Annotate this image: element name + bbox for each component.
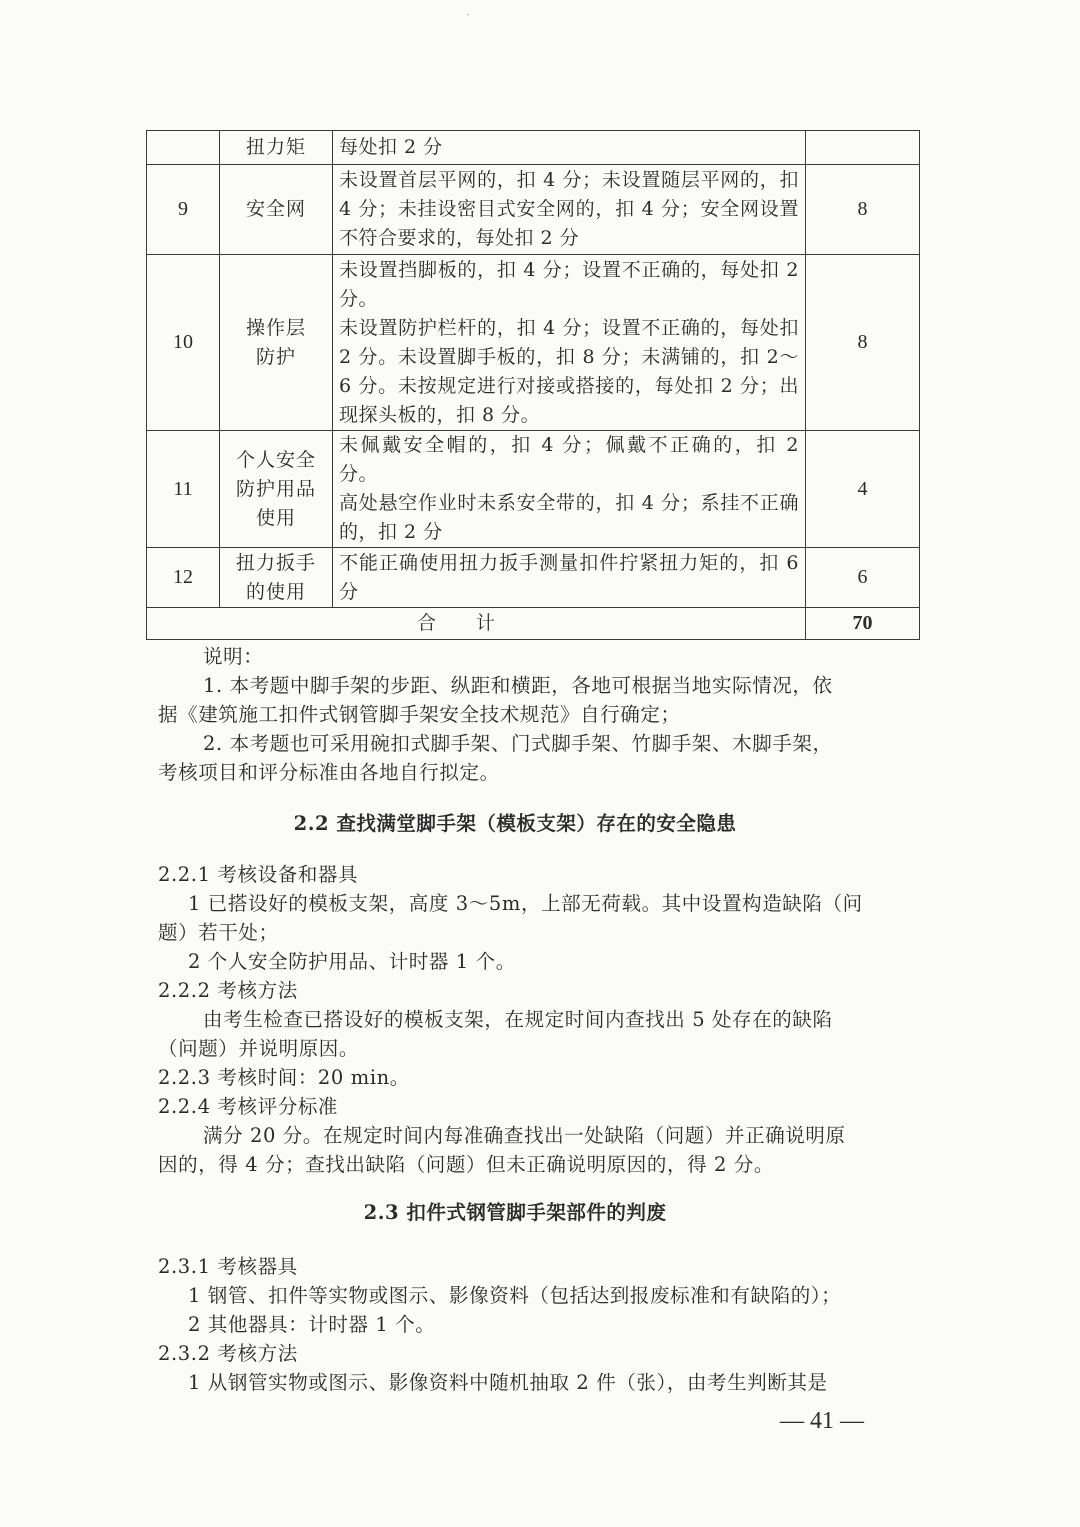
row-score: 4	[806, 431, 920, 548]
s224-title: 2.2.4 考核评分标准	[158, 1095, 339, 1118]
s221-item1-line1: 1 已搭设好的模板支架，高度 3～5m，上部无荷载。其中设置构造缺陷（问	[188, 892, 863, 915]
description-paragraph: 每处扣 2 分	[339, 136, 443, 158]
item-line: 安全网	[245, 198, 306, 220]
row-number: 9	[147, 165, 220, 255]
s222-line1: 由考生检查已搭设好的模板支架，在规定时间内查找出 5 处存在的缺陷	[203, 1008, 833, 1031]
scan-mark: ·	[466, 10, 470, 21]
row-item	[220, 548, 333, 608]
row-score: 6	[806, 548, 920, 608]
item-line: 扭力矩	[245, 136, 306, 158]
row-item	[220, 431, 333, 548]
table-row	[147, 165, 920, 255]
row-score	[806, 131, 920, 165]
s222-line2: （问题）并说明原因。	[158, 1037, 360, 1060]
row-description	[333, 131, 806, 165]
s221-item1-line2: 题）若干处；	[158, 921, 279, 944]
note-2-line-2: 考核项目和评分标准由各地自行拟定。	[158, 761, 500, 784]
s221-title: 2.2.1 考核设备和器具	[158, 863, 359, 886]
notes-title: 说明：	[203, 645, 264, 668]
row-number: 12	[147, 548, 220, 608]
table-row	[147, 431, 920, 548]
item-line: 防护用品	[235, 477, 316, 500]
scoring-table	[146, 130, 920, 640]
row-number: 11	[147, 431, 220, 548]
s232-item1: 1 从钢管实物或图示、影像资料中随机抽取 2 件（张），由考生判断其是	[188, 1371, 828, 1394]
table-total-row	[147, 608, 920, 640]
row-score: 8	[806, 165, 920, 255]
row-number: 10	[147, 255, 220, 431]
row-description	[333, 165, 806, 255]
table-row	[147, 131, 920, 165]
note-2-line-1: 2. 本考题也可采用碗扣式脚手架、门式脚手架、竹脚手架、木脚手架，	[203, 732, 833, 755]
s231-item2: 2 其他器具：计时器 1 个。	[188, 1313, 436, 1336]
item-line: 操作层	[245, 316, 306, 339]
note-1-line-2: 据《建筑施工扣件式钢管脚手架安全技术规范》自行确定；	[158, 703, 681, 726]
s222-title: 2.2.2 考核方法	[158, 979, 298, 1002]
table-row	[147, 548, 920, 608]
total-value: 70	[806, 608, 920, 640]
row-description	[333, 255, 806, 431]
row-number	[147, 131, 220, 165]
item-line: 的使用	[245, 580, 306, 603]
section-2-3-heading: 2.3 扣件式钢管脚手架部件的判废	[363, 1201, 667, 1224]
row-description	[333, 431, 806, 548]
description-paragraph: 未设置防护栏杆的，扣 4 分；设置不正确的，每处扣 2 分。未设置脚手板的，扣 8 分；未满铺的，扣 2～6 分。未按规定进行对接或搭接的，每处扣 2 分；出现探头板的，扣 8 分。	[339, 316, 799, 426]
item-line: 个人安全	[235, 448, 316, 471]
item-line: 扭力扳手	[235, 551, 316, 574]
item-line: 防护	[255, 345, 296, 368]
description-paragraph: 未设置首层平网的，扣 4 分；未设置随层平网的，扣 4 分；未挂设密目式安全网的，扣 4 分；安全网设置不符合要求的，每处扣 2 分	[339, 169, 799, 249]
row-item	[220, 131, 333, 165]
s224-line1: 满分 20 分。在规定时间内每准确查找出一处缺陷（问题）并正确说明原	[203, 1124, 846, 1147]
s223-title: 2.2.3 考核时间：20 min。	[158, 1066, 410, 1089]
row-item	[220, 165, 333, 255]
table-row	[147, 255, 920, 431]
s232-title: 2.3.2 考核方法	[158, 1342, 298, 1365]
s224-line2: 因的，得 4 分；查找出缺陷（问题）但未正确说明原因的，得 2 分。	[158, 1153, 775, 1176]
description-paragraph: 未设置挡脚板的，扣 4 分；设置不正确的，每处扣 2 分。	[339, 258, 799, 310]
row-score: 8	[806, 255, 920, 431]
s231-title: 2.3.1 考核器具	[158, 1255, 298, 1278]
s231-item1: 1 钢管、扣件等实物或图示、影像资料（包括达到报废标准和有缺陷的）；	[188, 1284, 842, 1307]
section-2-2-heading: 2.2 查找满堂脚手架（模板支架）存在的安全隐患	[293, 812, 737, 835]
description-paragraph: 未佩戴安全帽的，扣 4 分；佩戴不正确的，扣 2 分。	[339, 434, 799, 485]
row-description	[333, 548, 806, 608]
total-label: 合计	[147, 608, 806, 640]
s221-item2: 2 个人安全防护用品、计时器 1 个。	[188, 950, 516, 973]
row-item	[220, 255, 333, 431]
item-line: 使用	[255, 506, 296, 529]
page-number: — 41 —	[780, 1408, 864, 1434]
note-1-line-1: 1. 本考题中脚手架的步距、纵距和横距，各地可根据当地实际情况，依	[203, 674, 833, 697]
description-paragraph: 不能正确使用扭力扳手测量扣件拧紧扭力矩的，扣 6 分	[339, 551, 799, 603]
description-paragraph: 高处悬空作业时未系安全带的，扣 4 分；系挂不正确的，扣 2 分	[339, 492, 799, 543]
